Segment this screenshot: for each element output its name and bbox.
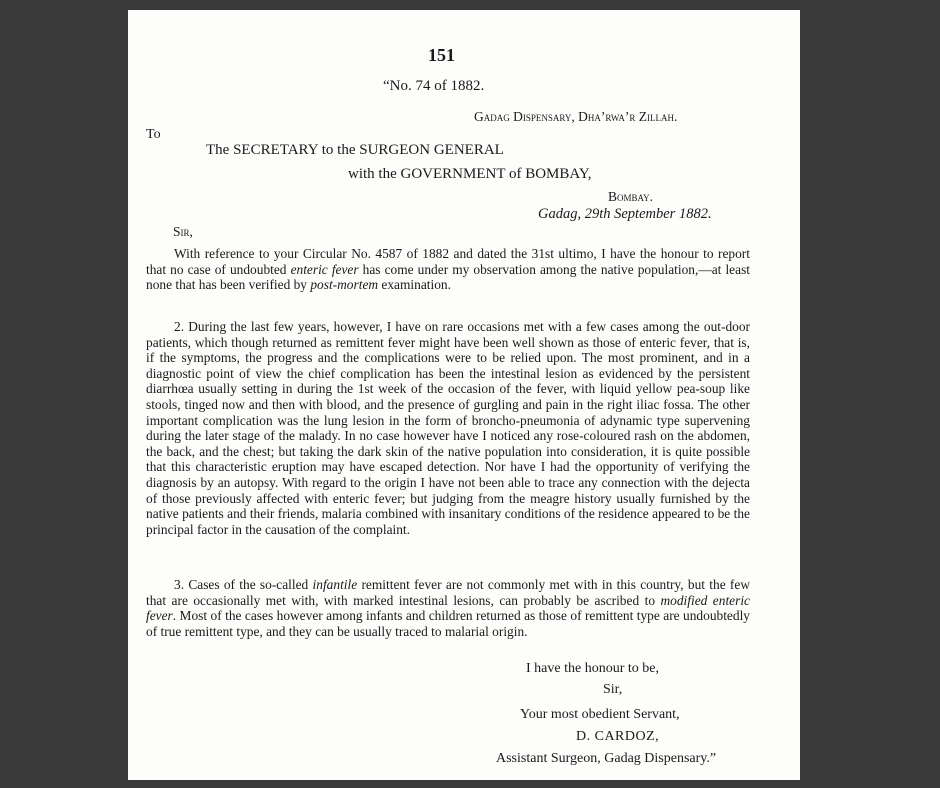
closing-line-3: Your most obedient Servant,	[520, 707, 680, 722]
dispensary-heading: Gadag Dispensary, Dha’rwa’r Zillah.	[474, 109, 678, 124]
closing-line-2: Sir,	[603, 682, 623, 697]
addressee-city: Bombay.	[608, 189, 654, 204]
salutation: Sir,	[173, 224, 193, 239]
place-date: Gadag, 29th September 1882.	[538, 206, 712, 222]
paragraph-1: With reference to your Circular No. 4587 of 1882 and dated the 31st ultimo, I have the honour to report that no case of undoubted enteric fever has come under my observation among the native population,—at least none that has been verified by post-mortem examination.	[146, 246, 750, 293]
signatory-name: D. CARDOZ,	[576, 729, 660, 744]
to-label: To	[146, 127, 161, 142]
addressee-line-2: with the GOVERNMENT of BOMBAY,	[348, 166, 592, 182]
paragraph-3: 3. Cases of the so-called infantile remittent fever are not commonly met with in this country, but the few that are occasionally met with, with marked intestinal lesions, can probably be ascribed to modified enteric fever. Most of the cases however among infants and children returned as those of remittent type are undoubtedly of true remittent type, and they can be usually traced to malarial origin.	[146, 577, 750, 639]
paragraph-2: 2. During the last few years, however, I have on rare occasions met with a few cases among the out-door patients, which though returned as remittent fever might have been well shown as those of enteric fever, that is, if the symptoms, the progress and the complications were to be relied upon. The most prominent, and in a diagnostic point of view the chief complication has been the intestinal lesion as evidenced by the persistent diarrhœa usually setting in during the 1st week of the occasion of the fever, with liquid yellow pea-soup like stools, tinged now and then with blood, and the presence of gurgling and pain in the right iliac fossa. The other important complication was the lung lesion in the form of broncho-pneumonia of adynamic type supervening during the later stage of the malady. In no case however have I noticed any rose-coloured rash on the abdomen, the back, and the chest; but taking the dark skin of the native population into consideration, it is quite possible that this characteristic eruption may have escaped detection. Nor have I had the opportunity of verifying the diagnosis by an autopsy. With regard to the origin I have not been able to trace any connection with the dejecta of those previously affected with enteric fever; but judging from the meagre history usually furnished by the native patients and their friends, malaria combined with insanitary conditions of the residence appeared to be the principal factor in the causation of the complaint.	[146, 319, 750, 537]
letter-page	[128, 10, 800, 780]
closing-line-1: I have the honour to be,	[526, 661, 659, 676]
signatory-title: Assistant Surgeon, Gadag Dispensary.”	[496, 751, 717, 766]
page-number: 151	[428, 45, 455, 65]
letter-reference: “No. 74 of 1882.	[383, 78, 485, 94]
addressee-line-1: The SECRETARY to the SURGEON GENERAL	[206, 142, 504, 158]
